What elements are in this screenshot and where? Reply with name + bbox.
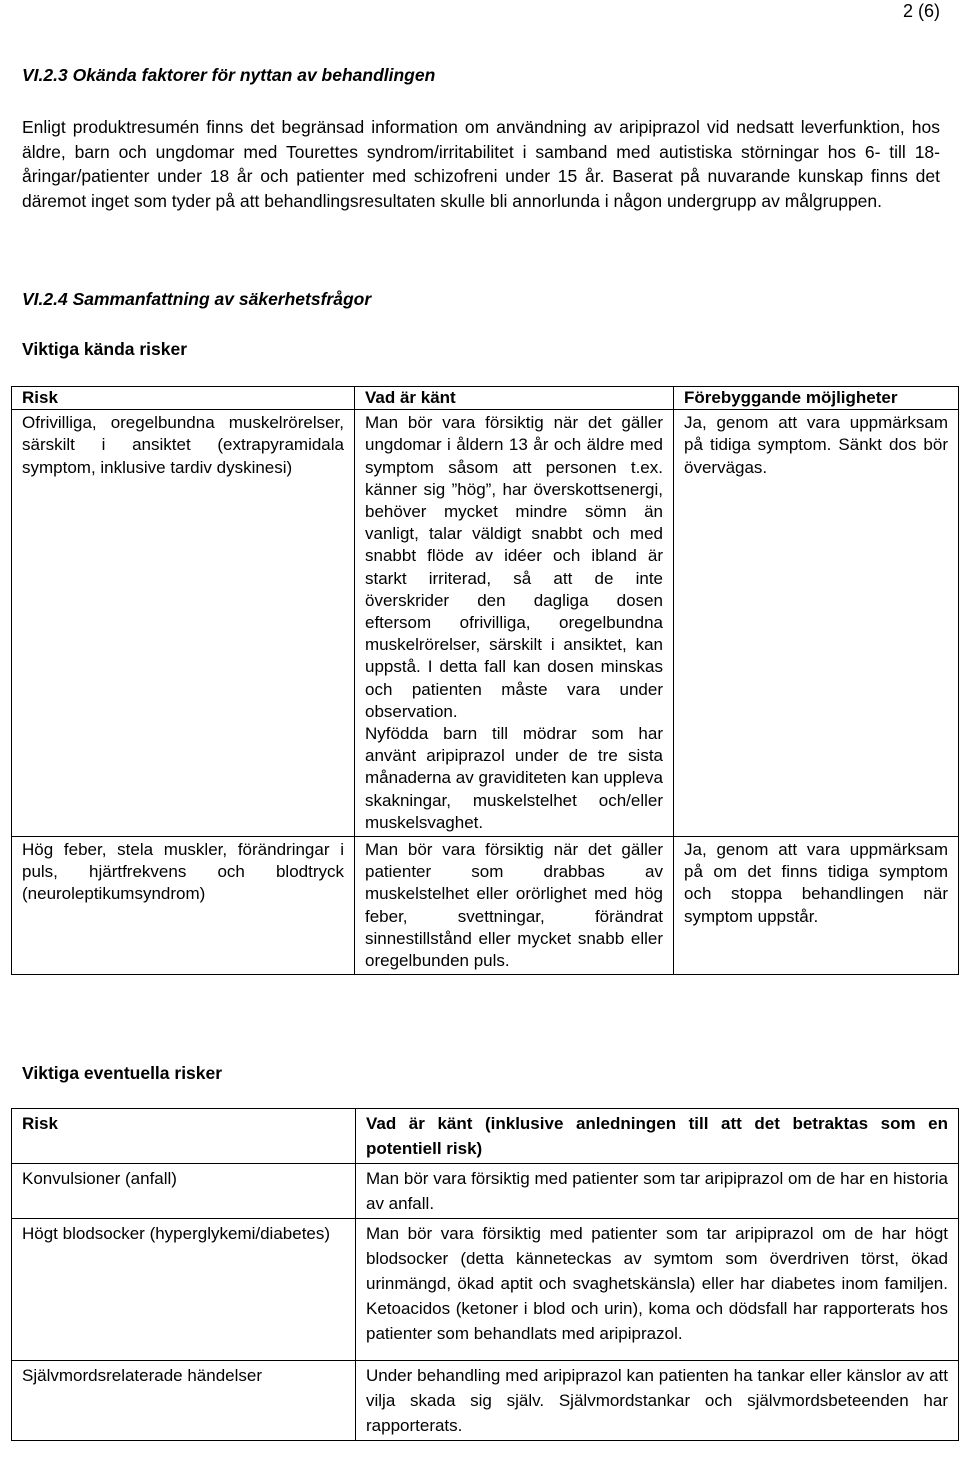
column-header-risk: Risk — [12, 1109, 356, 1164]
known-cell — [356, 1219, 959, 1361]
potential-risks-table — [11, 1108, 959, 1441]
table-row — [12, 1361, 959, 1441]
unknown-factors-paragraph: Enligt produktresumén finns det begränsad information om användning av aripiprazol vid nedsatt leverfunktion, hos äldre, barn och ungdomar med Tourettes syndrom/irritabilitet i samband med autistiska störningar hos 6- till 18-åringar/patienter under 18 år och patienter med schizofreni under 15 år. Baserat på nuvarande kunskap finns det däremot inget som tyder på att behandlingsresultaten skulle bli annorlunda i någon undergrupp av målgruppen. — [22, 117, 940, 211]
column-header-known: Vad är känt — [355, 387, 674, 410]
known-cell — [355, 410, 674, 837]
prevention-cell — [674, 837, 959, 975]
page-number: 2 (6) — [902, 1, 940, 21]
known-text-secondary: Nyfödda barn till mödrar som har använt aripiprazol under de tre sista månaderna av graviditeten kan uppleva skakningar, muskelstelhet och/eller muskelsvaghet. — [365, 724, 663, 832]
risk-text: Ofrivilliga, oregelbundna muskelrörelser, särskilt i ansiktet (extrapyramidala symptom, inklusive tardiv dyskinesi) — [22, 413, 344, 477]
prevention-text: Ja, genom att vara uppmärksam på om det finns tidiga symptom och stoppa behandlingen när symptom uppstår. — [684, 840, 948, 926]
table-row — [12, 1219, 959, 1361]
section-heading-safety-summary: VI.2.4 Sammanfattning av säkerhetsfrågor — [22, 289, 372, 309]
known-cell — [356, 1164, 959, 1219]
table-header-row — [12, 1109, 959, 1164]
table-row — [12, 1164, 959, 1219]
table-header-row — [12, 387, 959, 410]
known-text: Man bör vara försiktig med patienter som tar aripiprazol om de har högt blodsocker (detta känneteckas av symtom som överdriven törst, ökad urinmängd, ökad aptit och svaghetskänsla) eller har diabetes inom familjen. Ketoacidos (ketoner i blod och urin), koma och dödsfall har rapporterats hos patienter som behandlats med aripiprazol. — [366, 1224, 948, 1343]
column-header-known: Vad är känt (inklusive anledningen till att det betraktas som en potentiell risk) — [356, 1109, 959, 1164]
column-header-risk: Risk — [12, 387, 355, 410]
risk-cell — [12, 1164, 356, 1219]
known-text: Under behandling med aripiprazol kan patienten ha tankar eller känslor av att vilja skada sig själv. Självmordstankar och självmordsbeteenden har rapporterats. — [366, 1366, 948, 1435]
potential-risks-title: Viktiga eventuella risker — [22, 1063, 223, 1083]
known-text: Man bör vara försiktig när det gäller patienter som drabbas av muskelstelhet eller orörlighet med hög feber, svettningar, förändrat sinnestillstånd eller mycket snabb eller oregelbunden puls. — [365, 840, 663, 971]
risk-cell — [12, 1219, 356, 1361]
risk-cell — [12, 410, 355, 837]
known-text: Man bör vara försiktig med patienter som tar aripiprazol om de har en historia av anfall. — [366, 1169, 948, 1213]
prevention-text: Ja, genom att vara uppmärksam på tidiga symptom. Sänkt dos bör övervägas. — [684, 413, 948, 477]
known-cell — [356, 1361, 959, 1441]
risk-cell — [12, 837, 355, 975]
table-row — [12, 410, 959, 837]
known-risks-title: Viktiga kända risker — [22, 339, 188, 359]
section-heading-unknown-factors: VI.2.3 Okända faktorer för nyttan av behandlingen — [22, 65, 436, 85]
risk-text: Hög feber, stela muskler, förändringar i puls, hjärtfrekvens och blodtryck (neuroleptikumsyndrom) — [22, 840, 344, 904]
known-cell — [355, 837, 674, 975]
risk-text: Högt blodsocker (hyperglykemi/diabetes) — [22, 1224, 331, 1243]
known-risks-table — [11, 386, 959, 975]
prevention-cell — [674, 410, 959, 837]
risk-text: Självmordsrelaterade händelser — [22, 1366, 263, 1385]
column-header-prevention: Förebyggande möjligheter — [674, 387, 959, 410]
known-text: Man bör vara försiktig när det gäller ungdomar i åldern 13 år och äldre med symptom såsom att personen t.ex. känner sig ”hög”, har överskottsenergi, behöver mycket mindre sömn än vanligt, talar väldigt snabbt och med snabbt flöde av idéer och ibland är starkt irriterad, så att de inte överskrider den dagliga dosen eftersom ofrivilliga, oregelbundna muskelrörelser, särskilt i ansiktet, kan uppstå. I detta fall kan dosen minskas och patienten måste vara under observation. — [365, 413, 663, 721]
risk-text: Konvulsioner (anfall) — [22, 1169, 177, 1188]
table-row — [12, 837, 959, 975]
risk-cell — [12, 1361, 356, 1441]
